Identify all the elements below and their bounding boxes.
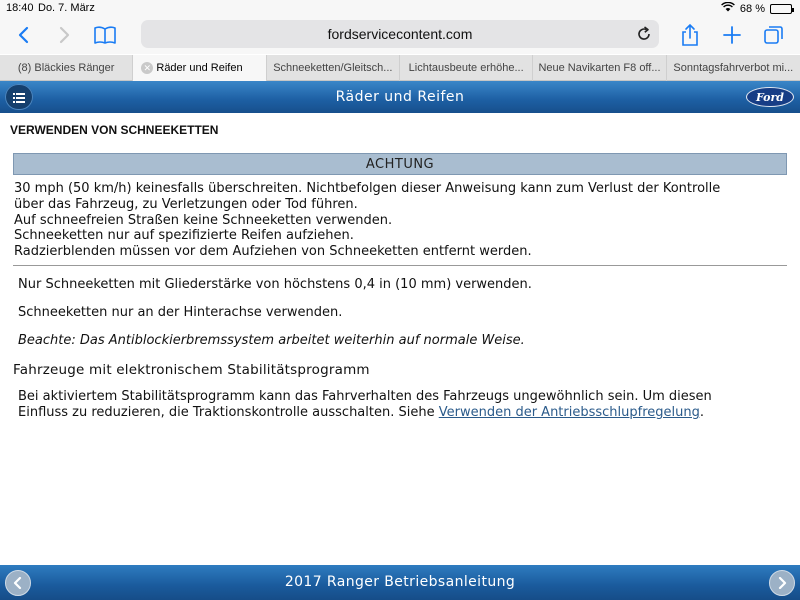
status-bar (0, 0, 800, 16)
chevron-right-icon (777, 574, 787, 593)
esp-line-2 (18, 405, 788, 421)
esp-subheading: Fahrzeuge mit elektronischem Stabilitätsprogramm (13, 362, 370, 378)
divider (13, 265, 787, 266)
new-tab-icon[interactable] (718, 21, 746, 49)
note (18, 333, 788, 349)
warning-line: 30 mph (50 km/h) keinesfalls überschreiten. Nichtbefolgen dieser Anweisung kann zum Verlust der Kontrolle (14, 181, 721, 196)
wifi-icon (721, 2, 735, 15)
tab-bar (0, 55, 800, 81)
traction-control-link[interactable]: Verwenden der Antriebsschlupfregelung (438, 404, 700, 420)
bookmarks-icon[interactable] (91, 21, 119, 49)
tab-label: Lichtausbeute erhöhe... (408, 62, 524, 74)
tab-label: Räder und Reifen (156, 62, 243, 74)
share-icon[interactable] (676, 21, 704, 49)
tab-item-active[interactable] (133, 55, 266, 81)
note-text: Das Antiblockierbremssystem arbeitet weiterhin auf normale Weise. (79, 333, 525, 348)
tab-label: Schneeketten/Gleitsch... (273, 62, 393, 74)
warning-line: Auf schneefreien Straßen keine Schneeketten verwenden. (14, 212, 393, 228)
tab-label: Neue Navikarten F8 off... (538, 62, 661, 74)
app-header (0, 81, 800, 113)
esp-line: Bei aktiviertem Stabilitätsprogramm kann das Fahrverhalten des Fahrzeugs ungewöhnlich sein. Um diesen (18, 389, 712, 404)
esp-text: Einfluss zu reduzieren, die Traktionskontrolle ausschalten. Siehe (18, 404, 435, 420)
page-title: Räder und Reifen (335, 89, 465, 105)
battery-percent: 68 % (739, 2, 765, 15)
chain-thickness-text: Nur Schneeketten mit Gliederstärke von höchstens 0,4 in (10 mm) verwenden. (18, 277, 532, 292)
warning-body (14, 181, 790, 260)
esp-paragraph (18, 389, 788, 421)
tab-label: Sonntagsfahrverbot mi... (673, 62, 794, 74)
warning-heading: ACHTUNG (13, 153, 787, 175)
address-bar[interactable] (141, 20, 659, 48)
ford-logo: Ford (746, 87, 794, 107)
warning-line: Schneeketten nur auf spezifizierte Reifen aufziehen. (14, 228, 354, 244)
rear-axle-text: Schneeketten nur an der Hinterachse verwenden. (18, 305, 343, 320)
next-page-button[interactable] (769, 570, 795, 596)
battery-icon (770, 4, 792, 14)
status-right (721, 2, 792, 15)
close-tab-icon[interactable]: ✕ (141, 62, 153, 74)
tab-item[interactable] (400, 55, 533, 81)
note-label: Beachte: (18, 333, 76, 348)
tab-label: (8) Bläckies Ränger (17, 62, 115, 74)
app-footer (0, 565, 800, 600)
tab-item[interactable] (533, 55, 666, 81)
warning-line: Radzierblenden müssen vor dem Aufziehen von Schneeketten entfernt werden. (14, 244, 532, 260)
section-title: VERWENDEN VON SCHNEEKETTEN (10, 123, 219, 137)
footer-title: 2017 Ranger Betriebsanleitung (284, 574, 516, 590)
status-date: Do. 7. März (38, 2, 95, 14)
warning-line: über das Fahrzeug, zu Verletzungen oder Tod führen. (14, 196, 358, 212)
tabs-overview-icon[interactable] (760, 21, 788, 49)
reload-icon[interactable] (635, 25, 653, 43)
manual-content (0, 113, 800, 565)
esp-period: . (699, 404, 705, 420)
tab-item[interactable] (267, 55, 400, 81)
url-text: fordservicecontent.com (327, 26, 473, 42)
forward-icon[interactable] (50, 21, 78, 49)
browser-toolbar (0, 16, 800, 54)
tab-item[interactable] (667, 55, 800, 81)
status-time: 18:40 (6, 2, 34, 14)
back-icon[interactable] (10, 21, 38, 49)
tab-item[interactable] (0, 55, 133, 81)
